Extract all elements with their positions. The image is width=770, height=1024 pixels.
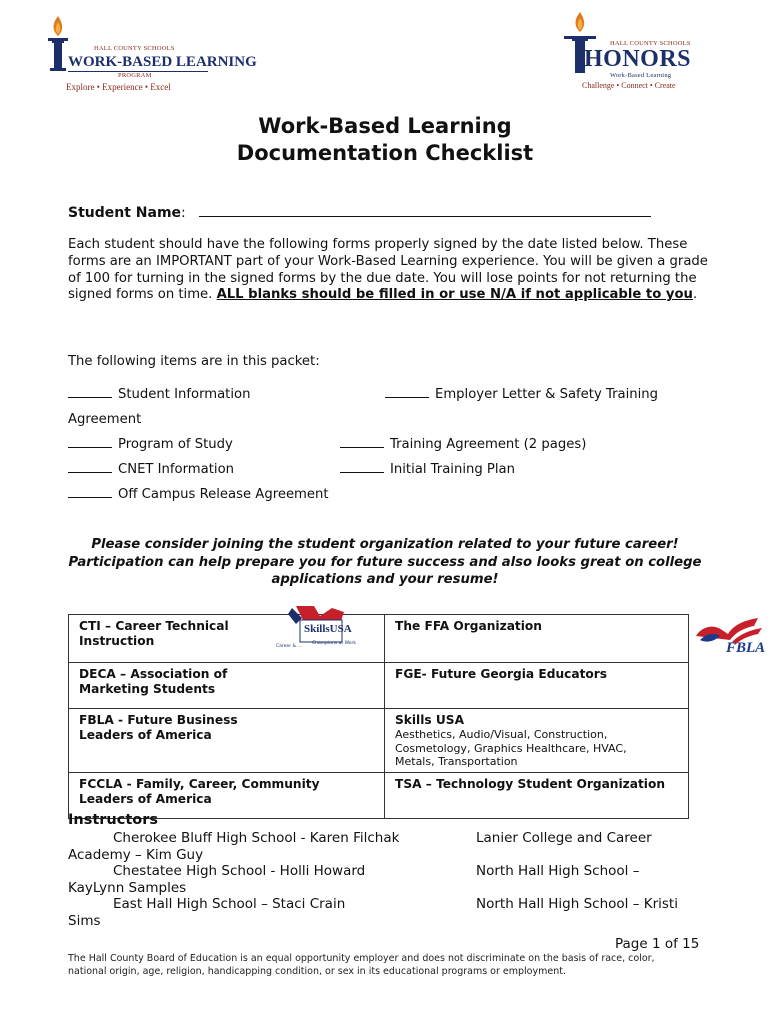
equal-opportunity-note: The Hall County Board of Education is an equal opportunity employer and does not discriminate on the basis of race, color, national origin, age, religion, handicapping condition, or sex in its educational programs or employment. (68, 953, 655, 977)
logo-school-name: HALL COUNTY SCHOOLS (94, 45, 175, 52)
org-name: CTI – Career Technical Instruction (79, 619, 229, 648)
instructor-cherokee-bluff: Cherokee Bluff High School - Karen Filchak (113, 830, 400, 846)
intro-text: Each student should have the following forms properly signed by the date listed below. These forms are an IMPORTANT part of your Work-Based Learning experience. You will be given a grade of 100 for turning in the signed forms by the due date. You will lose points for not returning the signed forms on time. (68, 237, 708, 303)
table-row (69, 772, 689, 818)
logo-program-word: Work-Based Learning (610, 72, 672, 79)
org-cell-ffa (385, 615, 689, 663)
logo-program-name: WORK-BASED LEARNING (68, 54, 257, 70)
logo-school-name: HALL COUNTY SCHOOLS (610, 40, 691, 47)
item-label: Training Agreement (2 pages) (390, 437, 587, 452)
checklist-item-cnet (68, 462, 234, 477)
org-name: FCCLA - Family, Career, Community Leaders of America (79, 776, 329, 806)
checkbox-blank[interactable] (68, 462, 112, 473)
join-message: Please consider joining the student organization related to your future career! Participation can help prepare you for future success and also looks great on college applications and your resume! (68, 537, 702, 587)
table-row (69, 709, 689, 773)
org-cell-fge (385, 663, 689, 709)
checkbox-blank[interactable] (68, 387, 112, 398)
student-name-label: Student Name (68, 205, 182, 221)
instructor-east-hall: East Hall High School – Staci Crain (113, 896, 346, 912)
instructor-lanier-wrap: Academy – Kim Guy (68, 847, 204, 863)
intro-end: . (692, 287, 698, 303)
title-line-2: Documentation Checklist (236, 141, 534, 165)
logo-tagline: Challenge • Connect • Create (582, 81, 676, 90)
instructor-lanier: Lanier College and Career (476, 830, 652, 846)
instructor-north-hall-1-wrap: KayLynn Samples (68, 880, 187, 896)
item-label: Program of Study (118, 437, 233, 452)
checkbox-blank[interactable] (68, 487, 112, 498)
checklist-item-employer-letter (385, 387, 658, 402)
checkbox-blank[interactable] (68, 437, 112, 448)
honors-wbl-logo (560, 10, 730, 92)
org-name: DECA – Association of Marketing Students (79, 667, 228, 696)
item-label: Student Information (118, 387, 251, 402)
checkbox-blank[interactable] (385, 387, 429, 398)
fbla-logo-text: FBLA (726, 640, 766, 656)
intro-paragraph (68, 237, 708, 304)
student-name-colon: : (181, 205, 186, 221)
org-name: TSA – Technology Student Organization (395, 776, 666, 791)
intro-emphasis: ALL blanks should be filled in or use N/A if not applicable to you (216, 287, 693, 303)
checklist-item-student-info (68, 387, 250, 402)
document-title (0, 113, 770, 167)
instructor-chestatee: Chestatee High School - Holli Howard (113, 863, 366, 879)
org-name: Skills USA (395, 713, 465, 727)
skillsusa-logo-tag: Champions at Work (312, 641, 356, 646)
org-cell-tsa (385, 772, 689, 818)
org-cell-deca (69, 663, 385, 709)
logo-honors: HONORS (584, 46, 692, 72)
instructor-north-hall-2-wrap: Sims (68, 913, 101, 929)
student-name-field[interactable] (199, 205, 651, 217)
instructors-heading: Instructors (68, 812, 159, 828)
table-row (69, 615, 689, 663)
org-name: FGE- Future Georgia Educators (395, 667, 608, 681)
skillsusa-logo (274, 604, 360, 654)
org-detail: Aesthetics, Audio/Visual, Construction, Cosmetology, Graphics Healthcare, HVAC, Metals, Transportation (395, 728, 627, 768)
table-row (69, 663, 689, 709)
org-name: FBLA - Future Business Leaders of America (79, 713, 238, 742)
logo-program-word: PROGRAM (118, 72, 152, 79)
checklist-item-program-of-study (68, 437, 233, 452)
student-name-row (68, 202, 651, 221)
item-label: Employer Letter & Safety Training (435, 387, 658, 402)
item-label: CNET Information (118, 462, 234, 477)
packet-intro: The following items are in this packet: (68, 354, 320, 369)
org-cell-fbla (69, 709, 385, 773)
item-label: Initial Training Plan (390, 462, 515, 477)
org-name: The FFA Organization (395, 619, 542, 633)
wbl-program-logo (38, 12, 257, 94)
organizations-table (68, 614, 689, 819)
instructor-north-hall-1: North Hall High School – (476, 863, 640, 879)
checklist-item-off-campus (68, 487, 329, 502)
skillsusa-logo-text: SkillsUSA (304, 623, 352, 635)
checklist-item-agreement: Agreement (68, 412, 142, 427)
org-cell-skills-usa (385, 709, 689, 773)
checklist-item-initial-plan (340, 462, 515, 477)
title-line-1: Work-Based Learning (258, 114, 512, 138)
checkbox-blank[interactable] (340, 462, 384, 473)
checkbox-blank[interactable] (340, 437, 384, 448)
item-label: Off Campus Release Agreement (118, 487, 329, 502)
page-number: Page 1 of 15 (615, 936, 700, 952)
checklist-item-training-agreement (340, 437, 586, 452)
fbla-logo (692, 614, 770, 660)
skillsusa-logo-left: Career & ... (276, 644, 302, 649)
logo-tagline: Explore • Experience • Excel (66, 82, 171, 92)
instructor-north-hall-2: North Hall High School – Kristi (476, 896, 678, 912)
